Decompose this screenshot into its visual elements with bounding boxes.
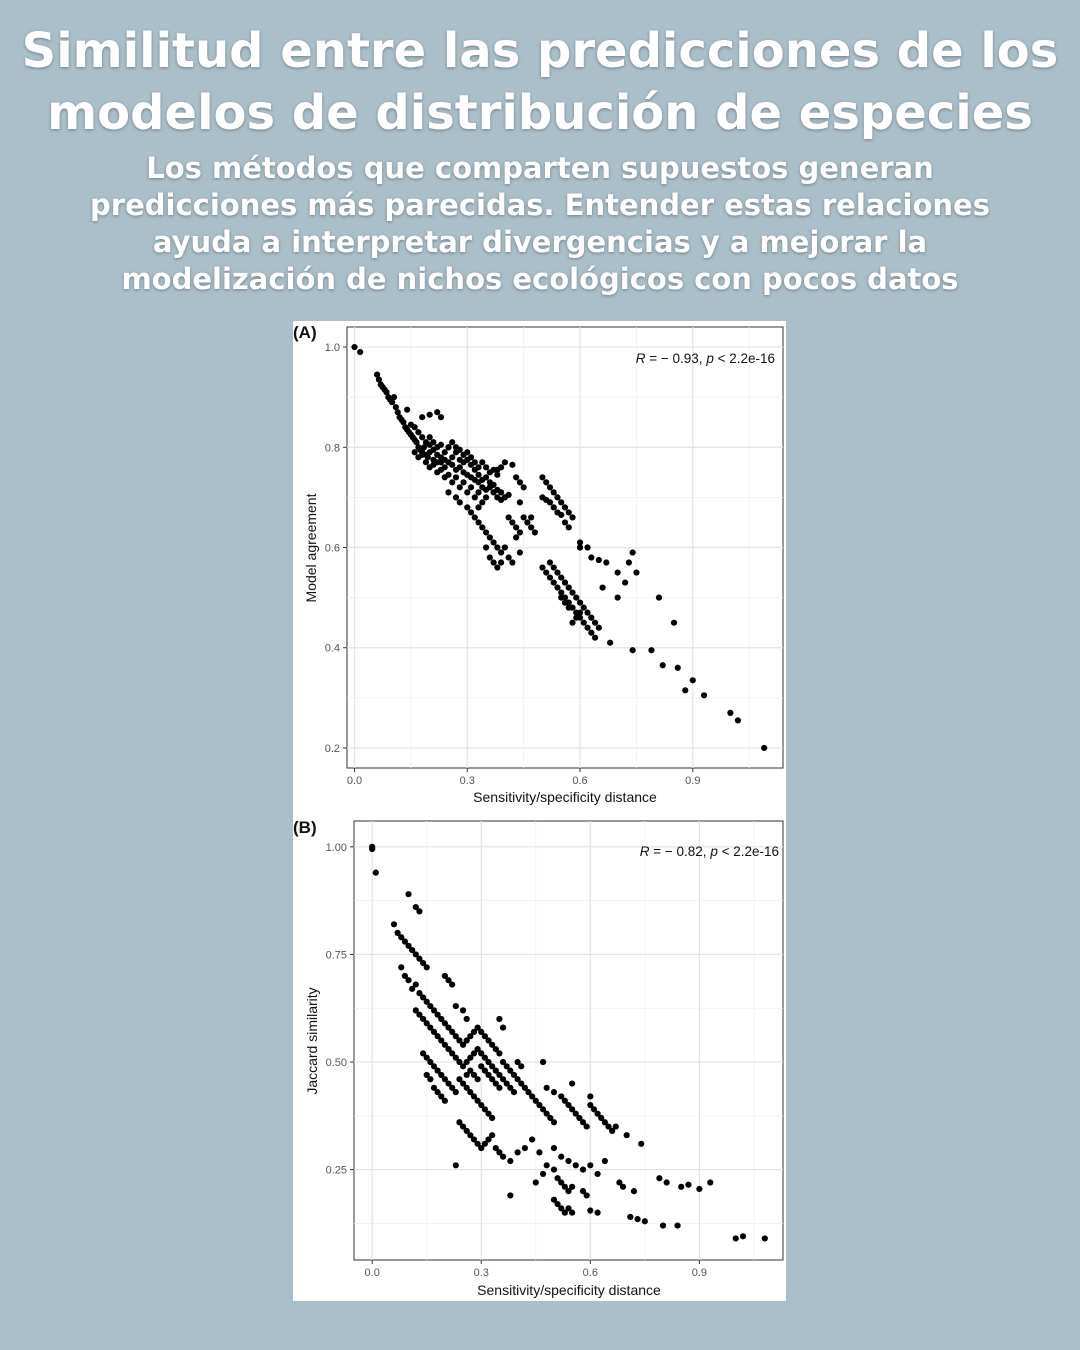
panel-a-data-point [427, 412, 433, 418]
figure-svg [293, 321, 786, 1301]
panel-a-data-point [547, 484, 553, 490]
panel-b-data-point [551, 1167, 557, 1173]
panel-b-data-point [707, 1179, 713, 1185]
panel-a-data-point [517, 479, 523, 485]
panel-a-data-point [558, 595, 564, 601]
panel-a-data-point [551, 564, 557, 570]
panel-b-data-point [642, 1218, 648, 1224]
panel-a-data-point [483, 494, 489, 500]
panel-a-data-point [528, 524, 534, 530]
panel-b-data-point [569, 1080, 575, 1086]
panel-a-data-point [502, 459, 508, 465]
panel-b [293, 818, 783, 1298]
panel-b-x-tick-label: 0.0 [364, 1267, 380, 1279]
panel-a-data-point [547, 559, 553, 565]
panel-a-data-point [656, 595, 662, 601]
panel-b-data-point [696, 1186, 702, 1192]
panel-b-data-point [580, 1167, 586, 1173]
panel-b-data-point [544, 1162, 550, 1168]
panel-a-x-tick-label: 0.0 [346, 775, 363, 787]
panel-a-data-point [483, 544, 489, 550]
panel-b-data-point [551, 1089, 557, 1095]
panel-b-data-point [660, 1222, 666, 1228]
panel-a-data-point [562, 579, 568, 585]
panel-a-data-point [701, 692, 707, 698]
panel-a-data-point [445, 472, 451, 478]
panel-a-data-point [475, 464, 481, 470]
panel-a-x-tick-label: 0.3 [459, 775, 475, 787]
panel-a-data-point [415, 429, 421, 435]
panel-b-data-point [740, 1233, 746, 1239]
panel-a-data-point [566, 605, 572, 611]
panel-a-y-tick-label: 0.2 [324, 742, 340, 755]
panel-a-data-point [449, 479, 455, 485]
panel-a-data-point [543, 479, 549, 485]
panel-a-data-point [506, 514, 512, 520]
panel-b-data-point [762, 1235, 768, 1241]
panel-a-data-point [690, 677, 696, 683]
panel-a-data-point [588, 630, 594, 636]
panel-a-data-point [727, 710, 733, 716]
panel-a-data-point [584, 625, 590, 631]
panel-a-data-point [494, 564, 500, 570]
panel-a-data-point [457, 484, 463, 490]
panel-a-data-point [566, 584, 572, 590]
panel-b-x-tick-label: 0.3 [473, 1267, 489, 1279]
panel-b-data-point [475, 1076, 481, 1082]
panel-a-data-point [577, 600, 583, 606]
panel-b-data-point [638, 1141, 644, 1147]
panel-a-y-tick-label: 0.8 [324, 442, 340, 455]
panel-b-data-point [584, 1123, 590, 1129]
panel-b-data-point [627, 1214, 633, 1220]
panel-a-data-point [449, 439, 455, 445]
panel-b-data-point [540, 1059, 546, 1065]
panel-b-annotation: R = − 0.82, p < 2.2e-16 [639, 844, 779, 859]
panel-b-data-point [391, 921, 397, 927]
panel-a-data-point [592, 620, 598, 626]
panel-a-data-point [453, 474, 459, 480]
panel-a-data-point [434, 409, 440, 415]
panel-a-data-point [648, 647, 654, 653]
panel-a-data-point [490, 539, 496, 545]
panel-b-data-point [674, 1222, 680, 1228]
panel-b-data-point [565, 1158, 571, 1164]
panel-a-data-point [419, 414, 425, 420]
panel-a-data-point [442, 457, 448, 463]
panel-a-data-point [566, 509, 572, 515]
panel-b-data-point [453, 1003, 459, 1009]
panel-a-data-point [562, 504, 568, 510]
panel-a-data-point [573, 595, 579, 601]
panel-b-data-point [620, 1184, 626, 1190]
panel-b-y-tick-label: 0.75 [325, 949, 347, 962]
panel-b-data-point [518, 1063, 524, 1069]
panel-b-data-point [685, 1182, 691, 1188]
panel-a-data-point [487, 554, 493, 560]
panel-a-data-point [419, 452, 425, 458]
panel-a-data-point [524, 519, 530, 525]
panel-b-data-point [413, 981, 419, 987]
panel-a-data-point [558, 499, 564, 505]
panel-a-data-point [551, 489, 557, 495]
panel-b-data-point [558, 1154, 564, 1160]
panel-a-y-tick-label: 0.6 [324, 542, 340, 555]
panel-b-data-point [569, 1210, 575, 1216]
panel-a-data-point [464, 504, 470, 510]
panel-a-data-point [438, 414, 444, 420]
panel-a-data-point [675, 665, 681, 671]
page-title: Similitud entre las predicciones de los modelos de distribución de especies [21, 23, 1059, 141]
panel-a-data-point [547, 574, 553, 580]
panel-a-data-point [558, 574, 564, 580]
panel-a-data-point [438, 442, 444, 448]
panel-b-data-point [551, 1119, 557, 1125]
panel-a-ylabel: Model agreement [303, 493, 319, 603]
panel-a-data-point [558, 512, 564, 518]
panel-a-data-point [584, 544, 590, 550]
panel-b-xlabel: Sensitivity/specificity distance [477, 1282, 661, 1298]
panel-a-data-point [539, 564, 545, 570]
panel-a-data-point [547, 499, 553, 505]
panel-a-y-tick-label: 0.4 [324, 642, 340, 655]
panel-a-data-point [660, 662, 666, 668]
panel-a-data-point [517, 549, 523, 555]
panel-b-data-point [424, 964, 430, 970]
panel-a-data-point [475, 519, 481, 525]
panel-b-data-point [427, 1076, 433, 1082]
panel-b-data-point [369, 846, 375, 852]
panel-a-data-point [449, 462, 455, 468]
panel-b-data-point [573, 1162, 579, 1168]
panel-a-data-point [562, 519, 568, 525]
panel-a-data-point [581, 620, 587, 626]
panel-a-data-point [483, 529, 489, 535]
figure-panel [293, 321, 786, 1301]
panel-a-xlabel: Sensitivity/specificity distance [473, 789, 657, 805]
panel-a-data-point [412, 449, 418, 455]
panel-b-data-point [449, 981, 455, 987]
panel-a-data-point [682, 687, 688, 693]
panel-a-data-point [445, 444, 451, 450]
panel-a-data-point [528, 514, 534, 520]
panel-a-y-tick-label: 1.0 [324, 342, 340, 355]
panel-a-data-point [509, 462, 515, 468]
panel-a-data-point [442, 449, 448, 455]
panel-a-data-point [412, 424, 418, 430]
panel-b-data-point [373, 870, 379, 876]
panel-a-data-point [483, 474, 489, 480]
panel-a-data-point [513, 534, 519, 540]
panel-a-data-point [521, 514, 527, 520]
panel-b-data-point [613, 1123, 619, 1129]
panel-b-y-tick-label: 1.00 [325, 841, 347, 854]
panel-a-data-point [457, 447, 463, 453]
panel-a-data-point [472, 494, 478, 500]
panel-a-data-point [517, 499, 523, 505]
panel-b-data-point [405, 977, 411, 983]
panel-a-data-point [622, 579, 628, 585]
panel-a-data-point [592, 635, 598, 641]
panel-a-data-point [502, 544, 508, 550]
panel-a-data-point [735, 717, 741, 723]
panel-a-data-point [494, 544, 500, 550]
panel-a-data-point [423, 459, 429, 465]
panel-a-data-point [569, 590, 575, 596]
panel-a-data-point [588, 615, 594, 621]
panel-a-data-point [457, 499, 463, 505]
panel-a-data-point [445, 489, 451, 495]
panel-b-data-point [511, 1089, 517, 1095]
panel-b-data-point [416, 908, 422, 914]
panel-a-data-point [475, 504, 481, 510]
panel-b-data-point [656, 1175, 662, 1181]
panel-b-data-point [489, 1132, 495, 1138]
panel-a-data-point [588, 554, 594, 560]
page-subtitle: Los métodos que comparten supuestos generan predicciones más parecidas. Entender estas relaciones ayuda a interpretar divergencias y a mejorar la modelización de nichos ecológicos con pocos datos [90, 151, 990, 296]
panel-b-data-point [594, 1171, 600, 1177]
panel-a-data-point [633, 569, 639, 575]
panel-b-data-point [587, 1207, 593, 1213]
panel-b-data-point [453, 1089, 459, 1095]
panel-a-data-point [427, 442, 433, 448]
panel-b-data-point [522, 1145, 528, 1151]
panel-a-data-point [532, 529, 538, 535]
panel-b-data-point [464, 1072, 470, 1078]
panel-b-label: (B) [293, 818, 317, 837]
panel-a-data-point [438, 467, 444, 473]
panel-a-data-point [430, 462, 436, 468]
panel-a [293, 323, 783, 805]
panel-a-data-point [599, 584, 605, 590]
panel-a-data-point [607, 640, 613, 646]
panel-a-data-point [479, 499, 485, 505]
panel-b-data-point [529, 1136, 535, 1142]
panel-a-data-point [513, 524, 519, 530]
panel-a-data-point [468, 509, 474, 515]
panel-b-data-point [533, 1179, 539, 1185]
panel-a-data-point [581, 605, 587, 611]
panel-b-data-point [500, 1024, 506, 1030]
panel-b-data-point [460, 1007, 466, 1013]
panel-a-data-point [509, 519, 515, 525]
panel-a-data-point [419, 434, 425, 440]
panel-a-data-point [506, 554, 512, 560]
panel-a-data-point [434, 452, 440, 458]
panel-a-data-point [475, 489, 481, 495]
panel-a-data-point [351, 344, 357, 350]
panel-b-data-point [507, 1192, 513, 1198]
panel-a-data-point [554, 494, 560, 500]
panel-a-x-tick-label: 0.9 [685, 775, 701, 787]
panel-b-data-point [496, 1050, 502, 1056]
panel-a-data-point [551, 579, 557, 585]
panel-a-data-point [498, 489, 504, 495]
panel-a-data-point [521, 484, 527, 490]
panel-b-data-point [442, 1098, 448, 1104]
panel-a-data-point [483, 464, 489, 470]
panel-a-data-point [430, 447, 436, 453]
panel-b-data-point [631, 1188, 637, 1194]
panel-b-data-point [587, 1162, 593, 1168]
panel-a-data-point [577, 544, 583, 550]
panel-a-data-point [596, 557, 602, 563]
panel-b-data-point [540, 1171, 546, 1177]
panel-a-data-point [404, 407, 410, 413]
panel-b-data-point [453, 1162, 459, 1168]
panel-a-data-point [551, 504, 557, 510]
panel-b-data-point [594, 1210, 600, 1216]
panel-a-data-point [509, 559, 515, 565]
panel-a-data-point [357, 349, 363, 355]
panel-a-data-point [487, 534, 493, 540]
panel-a-data-point [630, 647, 636, 653]
panel-b-data-point [664, 1179, 670, 1185]
panel-b-data-point [464, 1016, 470, 1022]
panel-a-data-point [566, 524, 572, 530]
panel-a-data-point [630, 549, 636, 555]
panel-a-data-point [761, 745, 767, 751]
panel-a-data-point [468, 484, 474, 490]
panel-a-data-point [569, 620, 575, 626]
panel-a-data-point [464, 489, 470, 495]
panel-a-data-point [479, 459, 485, 465]
panel-a-data-point [457, 464, 463, 470]
panel-b-data-point [500, 1154, 506, 1160]
panel-a-data-point [490, 559, 496, 565]
panel-a-data-point [479, 524, 485, 530]
panel-b-data-point [544, 1085, 550, 1091]
panel-a-x-tick-label: 0.6 [572, 775, 588, 787]
panel-a-data-point [498, 549, 504, 555]
panel-a-data-point [573, 615, 579, 621]
panel-a-data-point [596, 625, 602, 631]
panel-a-data-point [584, 610, 590, 616]
panel-a-data-point [472, 459, 478, 465]
panel-a-data-point [449, 454, 455, 460]
panel-b-data-point [398, 964, 404, 970]
panel-b-data-point [496, 1085, 502, 1091]
panel-a-data-point [569, 514, 575, 520]
panel-b-y-tick-label: 0.25 [325, 1164, 347, 1177]
panel-b-data-point [733, 1235, 739, 1241]
panel-a-data-point [562, 600, 568, 606]
panel-a-data-point [506, 492, 512, 498]
panel-a-data-point [494, 467, 500, 473]
panel-b-x-tick-label: 0.6 [582, 1267, 598, 1279]
panel-a-data-point [513, 474, 519, 480]
panel-a-data-point [391, 394, 397, 400]
panel-a-data-point [554, 569, 560, 575]
panel-b-data-point [515, 1149, 521, 1155]
panel-b-y-tick-label: 0.50 [325, 1057, 347, 1070]
panel-b-data-point [551, 1145, 557, 1151]
panel-a-data-point [671, 620, 677, 626]
panel-a-data-point [543, 569, 549, 575]
panel-b-data-point [507, 1158, 513, 1164]
panel-b-ylabel: Jaccard similarity [304, 987, 320, 1095]
panel-b-data-point [489, 1115, 495, 1121]
panel-b-data-point [624, 1132, 630, 1138]
panel-b-data-point [678, 1184, 684, 1190]
panel-a-data-point [468, 454, 474, 460]
panel-a-data-point [517, 529, 523, 535]
panel-a-data-point [626, 559, 632, 565]
panel-a-data-point [453, 494, 459, 500]
panel-a-data-point [475, 472, 481, 478]
panel-b-x-tick-label: 0.9 [691, 1267, 708, 1279]
panel-b-data-point [569, 1184, 575, 1190]
panel-a-annotation: R = − 0.93, p < 2.2e-16 [635, 351, 775, 366]
panel-a-data-point [603, 559, 609, 565]
panel-b-data-point [587, 1093, 593, 1099]
panel-b-data-point [634, 1216, 640, 1222]
panel-a-data-point [615, 595, 621, 601]
panel-b-data-point [496, 1016, 502, 1022]
panel-b-data-point [536, 1149, 542, 1155]
panel-a-data-point [498, 559, 504, 565]
panel-a-data-point [490, 482, 496, 488]
panel-a-data-point [464, 449, 470, 455]
panel-a-data-point [577, 610, 583, 616]
panel-a-data-point [472, 514, 478, 520]
panel-b-data-point [584, 1192, 590, 1198]
panel-a-data-point [427, 434, 433, 440]
panel-a-data-point [460, 479, 466, 485]
panel-a-data-point [615, 569, 621, 575]
panel-a-data-point [554, 584, 560, 590]
panel-b-data-point [405, 891, 411, 897]
panel-a-label: (A) [293, 323, 317, 342]
panel-a-data-point [539, 474, 545, 480]
panel-b-data-point [602, 1158, 608, 1164]
